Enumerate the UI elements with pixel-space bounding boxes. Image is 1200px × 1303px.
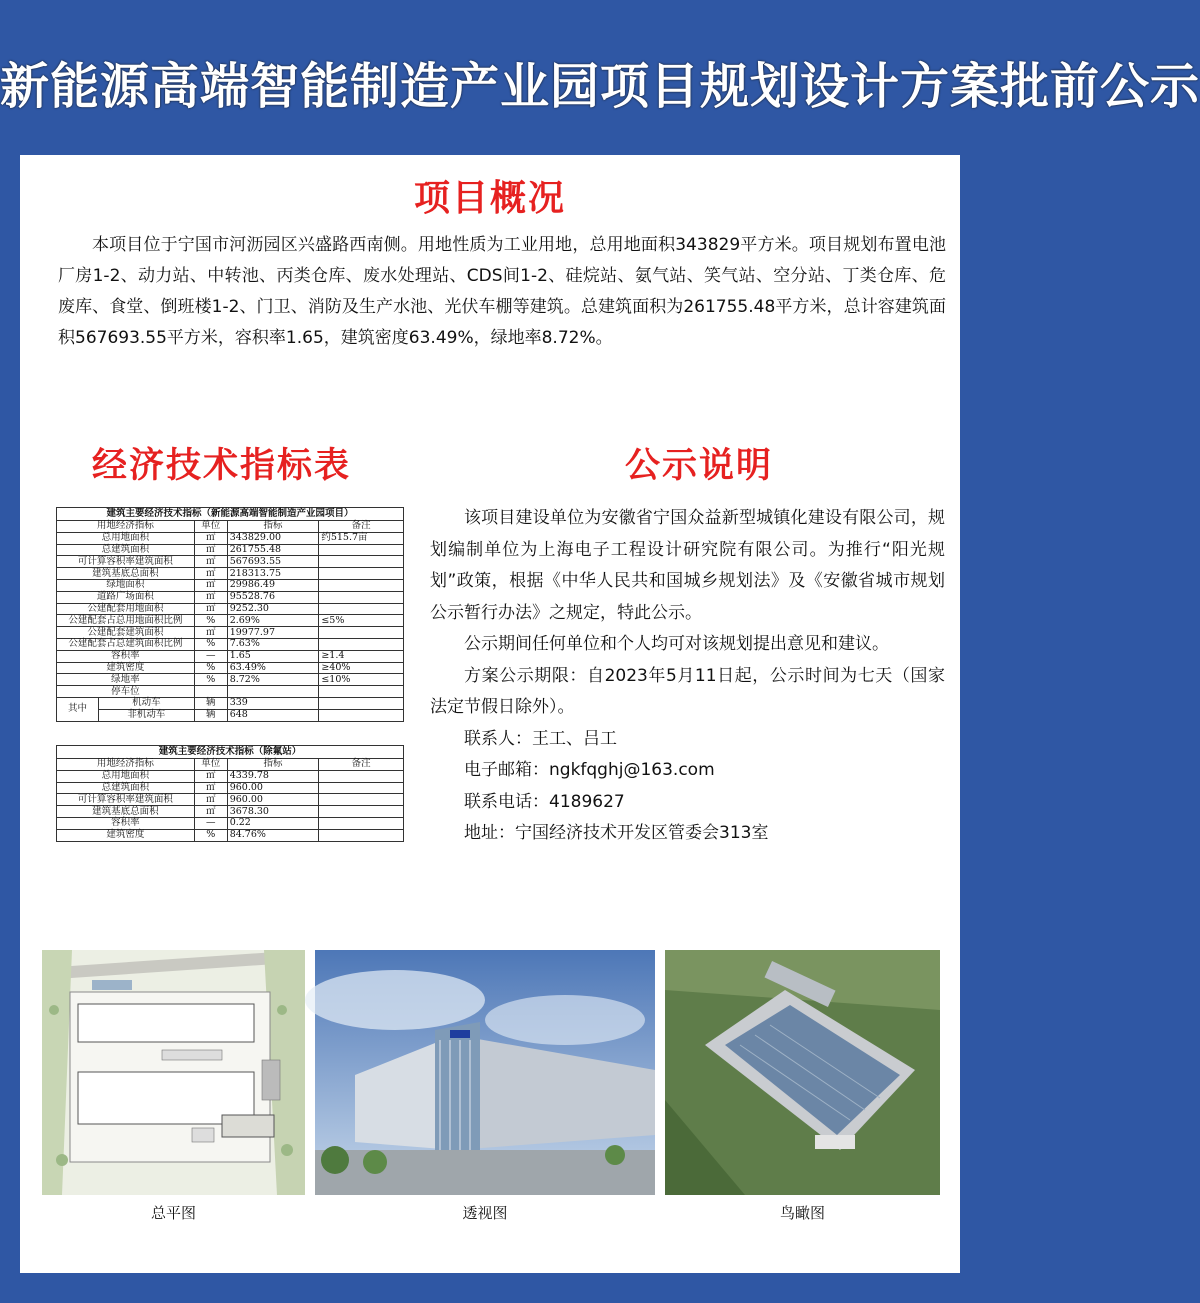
- table-cell: %: [194, 638, 227, 650]
- contact-address: 地址：宁国经济技术开发区管委会313室: [464, 823, 769, 843]
- table-cell: [319, 806, 404, 818]
- table-row: [57, 829, 404, 841]
- perspective-image: [315, 950, 655, 1195]
- econ-table-fluoride: [56, 745, 404, 842]
- table-cell: ㎡: [194, 794, 227, 806]
- table-cell: ㎡: [194, 532, 227, 544]
- table-cell: 约515.7亩: [319, 532, 404, 544]
- table-cell: 公建配套占总用地面积比例: [57, 615, 195, 627]
- table-cell: 218313.75: [227, 568, 319, 580]
- table-cell: %: [194, 615, 227, 627]
- table-cell: [319, 627, 404, 639]
- table-row: [57, 532, 404, 544]
- table-cell: 用地经济指标: [57, 521, 195, 533]
- table-cell: 可计算容积率建筑面积: [57, 794, 195, 806]
- table-row: [57, 556, 404, 568]
- econ-table-main: [56, 507, 404, 722]
- table-cell: 建筑基底总面积: [57, 806, 195, 818]
- table-cell: [319, 579, 404, 591]
- table-cell: ≥1.4: [319, 650, 404, 662]
- table-cell: 绿地率: [57, 674, 195, 686]
- table-row: [57, 806, 404, 818]
- table-row: [57, 568, 404, 580]
- table-cell: [319, 591, 404, 603]
- table-cell: [319, 603, 404, 615]
- table-cell: ㎡: [194, 627, 227, 639]
- table-cell: [319, 686, 404, 698]
- table-cell: 公建配套用地面积: [57, 603, 195, 615]
- table-cell: ㎡: [194, 544, 227, 556]
- table-cell: 960.00: [227, 782, 319, 794]
- table-cell: 29986.49: [227, 579, 319, 591]
- table-cell: ≥40%: [319, 662, 404, 674]
- table-cell: 容积率: [57, 650, 195, 662]
- table-cell: —: [194, 650, 227, 662]
- table-cell: 建筑主要经济技术指标（新能源高端智能制造产业园项目）: [57, 508, 404, 521]
- table-cell: 机动车: [98, 697, 194, 709]
- table-cell: ㎡: [194, 591, 227, 603]
- table-header-row: [57, 521, 404, 533]
- table-cell: 567693.55: [227, 556, 319, 568]
- table-cell: ≤5%: [319, 615, 404, 627]
- table-cell: ㎡: [194, 603, 227, 615]
- table-cell: [319, 544, 404, 556]
- table-cell: 960.00: [227, 794, 319, 806]
- aerial-image: [665, 950, 940, 1195]
- site-plan-caption: 总平图: [150, 1204, 196, 1222]
- table-row: [57, 544, 404, 556]
- table-row: [57, 817, 404, 829]
- contact-person: 联系人：王工、吕工: [464, 728, 617, 749]
- table-cell: 339: [227, 697, 319, 709]
- table-cell: [227, 686, 319, 698]
- table-cell: ㎡: [194, 579, 227, 591]
- table-cell: 辆: [194, 697, 227, 709]
- table-cell: 8.72%: [227, 674, 319, 686]
- table-cell: 道路广场面积: [57, 591, 195, 603]
- table-cell: —: [194, 817, 227, 829]
- table-cell: 指标: [227, 759, 319, 771]
- table-cell: 648: [227, 709, 319, 721]
- table-cell: 容积率: [57, 817, 195, 829]
- table-cell: 指标: [227, 521, 319, 533]
- table-cell: 绿地面积: [57, 579, 195, 591]
- notice-paragraph: 该项目建设单位为安徽省宁国众益新型城镇化建设有限公司，规划编制单位为上海电子工程设计研究院有限公司。为推行“阳光规划”政策，根据《中华人民共和国城乡规划法》及《安徽省城市规划公示暂行办法》之规定，特此公示。: [430, 508, 945, 623]
- table-cell: [319, 697, 404, 709]
- table-cell: 3678.30: [227, 806, 319, 818]
- table-cell: [319, 709, 404, 721]
- table-cell: ㎡: [194, 770, 227, 782]
- table-cell: 备注: [319, 759, 404, 771]
- table-row: [57, 650, 404, 662]
- table-cell: 可计算容积率建筑面积: [57, 556, 195, 568]
- contact-email: 电子邮箱：ngkfqghj@163.com: [464, 760, 715, 780]
- table-row: [57, 638, 404, 650]
- table-cell: ㎡: [194, 782, 227, 794]
- table-row: [57, 709, 404, 721]
- notice-heading: 公示说明: [625, 446, 774, 486]
- table-cell: 非机动车: [98, 709, 194, 721]
- table-cell: %: [194, 829, 227, 841]
- table-cell: 辆: [194, 709, 227, 721]
- table-cell: 公建配套建筑面积: [57, 627, 195, 639]
- table-cell: [319, 638, 404, 650]
- table-cell: ㎡: [194, 556, 227, 568]
- table-cell: 7.63%: [227, 638, 319, 650]
- table-caption-row: [57, 508, 404, 521]
- table-cell: 其中: [57, 697, 99, 721]
- table-cell: 单位: [194, 521, 227, 533]
- table-cell: 建筑密度: [57, 829, 195, 841]
- table-cell: [319, 556, 404, 568]
- table-row: [57, 770, 404, 782]
- table-cell: 9252.30: [227, 603, 319, 615]
- table-cell: 0.22: [227, 817, 319, 829]
- table-row: [57, 782, 404, 794]
- perspective-caption: 透视图: [462, 1204, 508, 1222]
- table-row: [57, 697, 404, 709]
- table-cell: 343829.00: [227, 532, 319, 544]
- page-title: 新能源高端智能制造产业园项目规划设计方案批前公示: [0, 58, 1200, 115]
- table-cell: [319, 770, 404, 782]
- table-cell: %: [194, 674, 227, 686]
- table-cell: ㎡: [194, 568, 227, 580]
- table-row: [57, 603, 404, 615]
- table-cell: [319, 782, 404, 794]
- table-row: [57, 627, 404, 639]
- table-cell: 2.69%: [227, 615, 319, 627]
- table-row: [57, 591, 404, 603]
- table-cell: 63.49%: [227, 662, 319, 674]
- table-cell: 总用地面积: [57, 770, 195, 782]
- table-cell: 总建筑面积: [57, 544, 195, 556]
- table-cell: 建筑基底总面积: [57, 568, 195, 580]
- table-row: [57, 615, 404, 627]
- table-cell: 261755.48: [227, 544, 319, 556]
- table-cell: 总用地面积: [57, 532, 195, 544]
- table-cell: 备注: [319, 521, 404, 533]
- table-row: [57, 794, 404, 806]
- table-cell: %: [194, 662, 227, 674]
- table-cell: 单位: [194, 759, 227, 771]
- table-row: [57, 686, 404, 698]
- table-cell: [319, 829, 404, 841]
- overview-heading: 项目概况: [413, 178, 566, 219]
- table-cell: [194, 686, 227, 698]
- table-cell: ≤10%: [319, 674, 404, 686]
- table-cell: 用地经济指标: [57, 759, 195, 771]
- table-header-row: [57, 759, 404, 771]
- notice-paragraph: 方案公示期限：自2023年5月11日起，公示时间为七天（国家法定节假日除外）。: [430, 665, 945, 717]
- site-plan-image: [42, 950, 305, 1195]
- econ-heading: 经济技术指标表: [92, 446, 352, 486]
- contact-phone: 联系电话：4189627: [464, 791, 625, 812]
- table-cell: 1.65: [227, 650, 319, 662]
- overview-text: 本项目位于宁国市河沥园区兴盛路西南侧。用地性质为工业用地，总用地面积343829平方米。项目规划布置电池厂房1-2、动力站、中转池、丙类仓库、废水处理站、CDS间1-2、硅烷站、氨气站、笑气站、空分站、丁类仓库、危废库、食堂、倒班楼1-2、门卫、消防及生产水池、光伏车棚等建筑。总建筑面积为261755.48平方米，总计容建筑面积567693.55平方米，容积率1.65，建筑密度63.49%，绿地率8.72%。: [58, 235, 946, 348]
- notice-text: [430, 503, 945, 850]
- aerial-caption: 鸟瞰图: [779, 1204, 825, 1222]
- table-row: [57, 579, 404, 591]
- table-cell: [319, 817, 404, 829]
- table-row: [57, 662, 404, 674]
- table-cell: 19977.97: [227, 627, 319, 639]
- table-cell: [319, 794, 404, 806]
- table-caption-row: [57, 746, 404, 759]
- table-row: [57, 674, 404, 686]
- table-cell: 总建筑面积: [57, 782, 195, 794]
- table-cell: 4339.78: [227, 770, 319, 782]
- table-cell: 公建配套占总建筑面积比例: [57, 638, 195, 650]
- notice-paragraph: 公示期间任何单位和个人均可对该规划提出意见和建议。: [464, 634, 889, 654]
- table-cell: 84.76%: [227, 829, 319, 841]
- table-cell: 停车位: [57, 686, 195, 698]
- table-cell: ㎡: [194, 806, 227, 818]
- table-cell: 建筑主要经济技术指标（除氟站）: [57, 746, 404, 759]
- table-cell: 95528.76: [227, 591, 319, 603]
- table-cell: 建筑密度: [57, 662, 195, 674]
- table-cell: [319, 568, 404, 580]
